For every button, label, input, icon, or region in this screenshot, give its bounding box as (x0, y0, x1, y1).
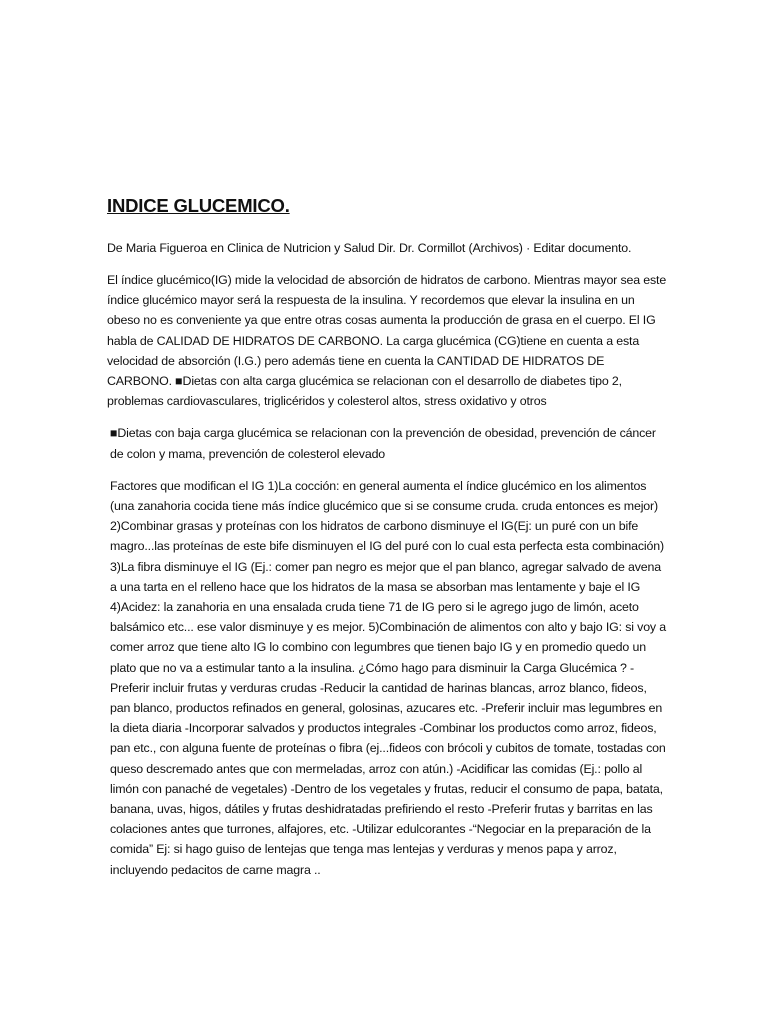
document-title: INDICE GLUCEMICO. (107, 195, 290, 216)
paragraph-intro: El índice glucémico(IG) mide la velocidad de absorción de hidratos de carbono. Mientras mayor sea este índice glucémico mayor será la respuesta de la insulina. Y recordemos que elevar la insulina en un obeso no es conveniente ya que entre otras cosas aumenta la producción de grasa en el cuerpo. El IG habla de CALIDAD DE HIDRATOS DE CARBONO. La carga glucémica (CG)tiene en cuenta a esta velocidad de absorción (I.G.) pero además tiene en cuenta la CANTIDAD DE HIDRATOS DE CARBONO. ■Dietas con alta carga glucémica se relacionan con el desarrollo de diabetes tipo 2, problemas cardiovasculares, triglicéridos y colesterol altos, stress oxidativo y otros (107, 273, 667, 409)
document-byline: De Maria Figueroa en Clinica de Nutricion y Salud Dir. Dr. Cormillot (Archivos) · Editar documento. (107, 241, 632, 255)
paragraph-factors: Factores que modifican el IG 1)La cocción: en general aumenta el índice glucémico en los alimentos (una zanahoria cocida tiene más índice glucémico que si se consume cruda. cruda entonces es mejor) 2)Combinar grasas y proteínas con los hidratos de carbono disminuye el IG(Ej: un puré con un bife magro...las proteínas de este bife disminuyen el IG del puré con lo cual esta perfecta esta combinación) 3)La fibra disminuye el IG (Ej.: comer pan negro es mejor que el pan blanco, agregar salvado de avena a una tarta en el relleno hace que los hidratos de la masa se absorban mas lentamente y baje el IG 4)Acidez: la zanahoria en una ensalada cruda tiene 71 de IG pero si le agrego jugo de limón, aceto balsámico etc... ese valor disminuye y es mejor. 5)Combinación de alimentos con alto y bajo IG: si voy a comer arroz que tiene alto IG lo combino con legumbres que tienen bajo IG y en promedio quedo un plato que no va a estimular tanto a la insulina. ¿Cómo hago para disminuir la Carga Glucémica ? -Preferir incluir frutas y verduras crudas -Reducir la cantidad de harinas blancas, arroz blanco, fideos, pan blanco, productos refinados en general, golosinas, azucares etc. -Preferir incluir mas legumbres en la dieta diaria -Incorporar salvados y productos integrales -Combinar los productos como arroz, fideos, pan etc., con alguna fuente de proteínas o fibra (ej...fideos con brócoli y cubitos de tomate, tostadas con queso descremado antes que con mermeladas, arroz con atún.) -Acidificar las comidas (Ej.: pollo al limón con panaché de vegetales) -Dentro de los vegetales y frutas, reducir el consumo de papa, batata, banana, uvas, higos, dátiles y frutas deshidratadas prefiriendo el resto -Preferir frutas y barritas en las colaciones antes que turrones, alfajores, etc. -Utilizar edulcorantes -“Negociar en la preparación de la comida” Ej: si hago guiso de lentejas que tenga mas lentejas y verduras y menos papa y arroz, incluyendo pedacitos de carne magra .. (110, 478, 667, 877)
document-page (107, 193, 667, 892)
paragraph-low-glycemic-load: ■Dietas con baja carga glucémica se relacionan con la prevención de obesidad, prevención de cáncer de colon y mama, prevención de colesterol elevado (110, 426, 656, 461)
